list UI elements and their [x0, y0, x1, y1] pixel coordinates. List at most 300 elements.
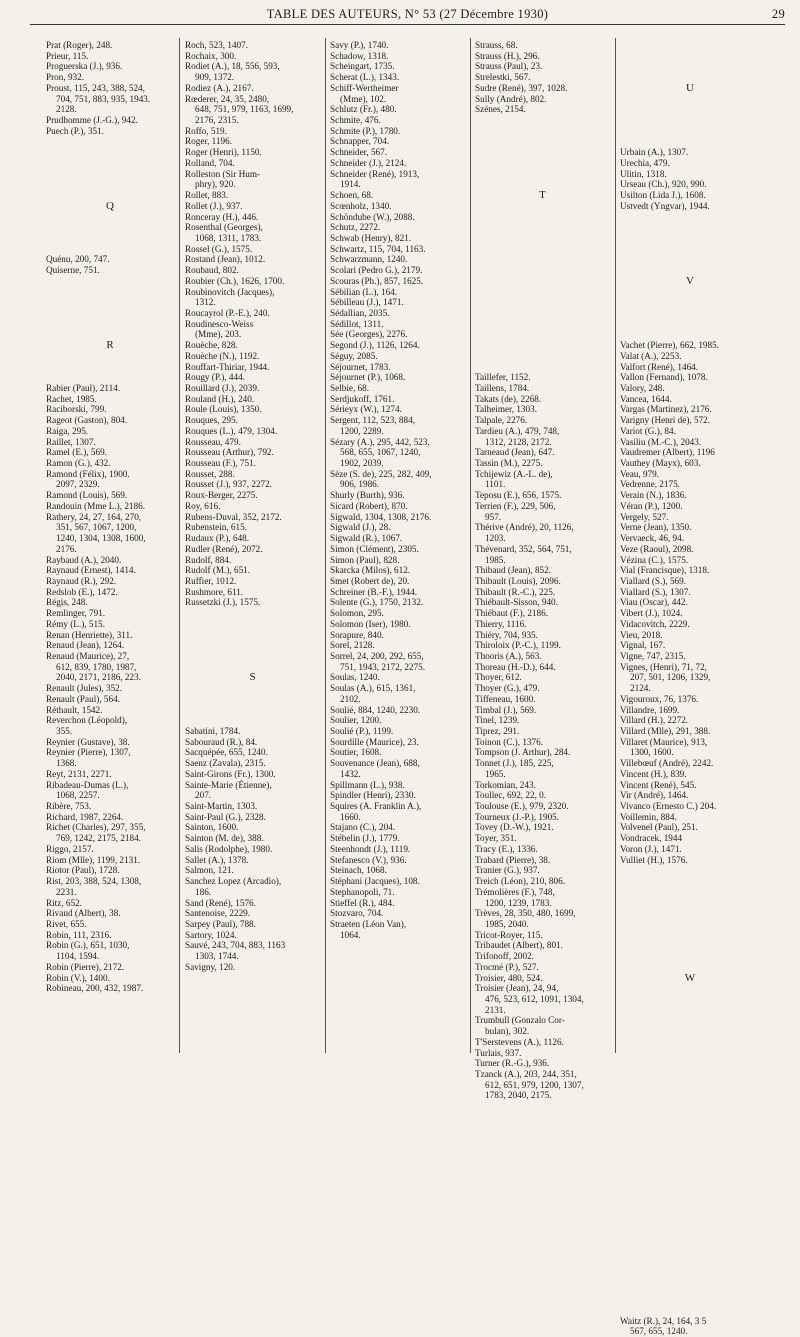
index-entry: Soulier, 1200. [330, 715, 382, 726]
blank-line [185, 705, 320, 716]
blank-line [620, 1101, 760, 1112]
index-entry: Strauss (Paul), 23. [475, 61, 543, 72]
index-entry: Robin (G.), 651, 1030, [46, 940, 130, 951]
blank-line [46, 287, 174, 298]
index-entry: Tchijewiz (A.-L. de), [475, 468, 553, 479]
index-entry: Sèze (S. de), 225, 282, 409, [330, 468, 432, 479]
index-entry-continuation: 355. [56, 726, 73, 736]
blank-line [620, 222, 760, 233]
index-entry: Thibaud (Jean), 852. [475, 565, 552, 576]
index-entry: Roudinesco-Weiss [185, 318, 254, 329]
index-entry: Sigwald (J.), 28. [330, 522, 391, 533]
index-entry: Pron, 932. [46, 72, 85, 83]
index-entry: Vachet (Pierre), 662, 1985. [620, 340, 719, 351]
index-entry: Steenhondt (J.), 1119. [330, 843, 411, 854]
index-entry: Roux-Berger, 2275. [185, 490, 258, 501]
index-entry: Rushmore, 611. [185, 586, 244, 597]
index-entry-continuation: 2124. [630, 683, 651, 694]
blank-line [620, 1305, 760, 1316]
index-entry-continuation: 1432. [340, 768, 361, 779]
index-entry: Thierry, 1116. [475, 618, 527, 629]
index-entry-continuation: 1783, 2040, 2175. [485, 1090, 552, 1101]
blank-line [620, 1069, 760, 1080]
index-entry: Takats (de), 2268. [475, 393, 542, 404]
index-entry: Straeten (Léon Van), [330, 918, 407, 929]
index-entry: Rougy (P.), 444. [185, 372, 245, 383]
index-entry: Rochaix, 300. [185, 50, 237, 61]
index-entry: Rouffart-Thiriar, 1944. [185, 361, 270, 372]
blank-line [46, 158, 174, 169]
index-entry: Randouin (Mme L.), 2186. [46, 500, 146, 511]
index-entry-continuation: 1064. [340, 929, 361, 940]
index-entry: Rivaud (Albert), 38. [46, 908, 121, 919]
index-entry: Verain (N.), 1836. [620, 490, 687, 501]
blank-line [46, 351, 174, 362]
index-entry: Prat (Roger), 248. [46, 40, 113, 50]
index-entry: Sédallian, 2035. [330, 307, 390, 318]
index-entry: Rabier (Paul), 2114. [46, 383, 121, 393]
index-entry-continuation: 1200, 2289. [340, 425, 384, 436]
index-entry: Roffo, 519. [185, 125, 227, 136]
index-entry: Soulas, 1240. [330, 672, 380, 683]
index-entry: Schutz, 2272. [330, 222, 381, 233]
blank-line [620, 876, 760, 887]
index-column-2 [185, 40, 320, 1080]
index-entry: Rollet, 883. [185, 190, 229, 201]
index-entry: Sainton (M. de), 388. [185, 833, 264, 844]
blank-line [620, 1294, 760, 1305]
index-entry: Villandre, 1699. [620, 704, 680, 715]
blank-line [620, 212, 760, 223]
index-entry: Ruffier, 1012. [185, 575, 237, 586]
blank-line [185, 694, 320, 705]
index-entry: Thiébault-Sisson, 940. [475, 597, 558, 608]
index-entry: Renault (Paul), 564. [46, 693, 120, 704]
index-entry-continuation: (Mme), 102. [340, 93, 387, 104]
index-entry: Scouras (Ph.), 857, 1625. [330, 275, 424, 286]
index-entry: Viallard (S.), 569. [620, 575, 687, 586]
blank-line [620, 1026, 760, 1037]
index-entry: Ramond (Louis), 569. [46, 490, 128, 501]
blank-line [185, 651, 320, 662]
index-entry: Rubens-Duval, 352, 2172. [185, 511, 282, 522]
index-entry: Séguy, 2085. [330, 350, 378, 361]
blank-line [620, 1251, 760, 1262]
blank-line [620, 1262, 760, 1273]
index-entry: Rousseau (F.), 751. [185, 458, 256, 469]
index-entry: Sully (André), 802. [475, 93, 547, 104]
blank-line [46, 244, 174, 255]
index-entry-continuation: 612, 839, 1780, 1987, [56, 661, 137, 672]
index-entry: Ribadeau-Dumas (L.), [46, 779, 129, 790]
index-entry: Schlutz (Fr.), 480. [330, 104, 397, 115]
blank-line [620, 40, 760, 51]
index-entry: Sabouraud (R.), 84. [185, 736, 258, 747]
index-entry: Saint-Martin, 1303. [185, 801, 258, 812]
blank-line [620, 1015, 760, 1026]
index-entry: Solente (G.), 1750, 2132. [330, 597, 424, 608]
index-entry: Scœnholz, 1340. [330, 200, 392, 211]
index-entry: Quiserne, 751. [46, 265, 100, 276]
blank-line [620, 319, 760, 330]
index-entry: Strauss, 68. [475, 40, 518, 50]
index-entry: Thoreau (H.-D.), 644. [475, 661, 556, 672]
index-entry: Schnapper, 704. [330, 136, 390, 147]
blank-line [475, 319, 610, 330]
index-entry: Rivet, 655. [46, 918, 87, 929]
index-entry-continuation: 2176, 2315. [195, 115, 239, 126]
index-entry-continuation: 1368. [56, 758, 77, 769]
index-entry: Sée (Georges), 2276. [330, 329, 408, 340]
blank-line [620, 297, 760, 308]
blank-line [620, 233, 760, 244]
index-entry: Renaud (Jean), 1264. [46, 640, 125, 651]
index-entry: Schneider (René), 1913, [330, 168, 420, 179]
index-entry: Schneider (J.), 2124. [330, 157, 407, 168]
index-entry: Riom (Mlle), 1199, 2131. [46, 854, 141, 865]
index-entry: Vial (Francisque), 1318. [620, 565, 710, 576]
index-entry: Robineau, 200, 432, 1987. [46, 983, 144, 994]
blank-line [620, 244, 760, 255]
blank-line [46, 147, 174, 158]
index-entry: Segond (J.), 1126, 1264. [330, 340, 420, 351]
index-entry: Trèves, 28, 350, 480, 1699, [475, 908, 576, 919]
index-entry: Rudolf, 884. [185, 554, 232, 565]
page-header [30, 4, 785, 25]
index-entry: Tiffeneau, 1600. [475, 693, 536, 704]
blank-line [620, 951, 760, 962]
index-entry: Urechia, 479. [620, 157, 670, 168]
blank-line [46, 169, 174, 180]
index-entry: Vedrenne, 2175. [620, 479, 680, 490]
index-entry: Spillmann (L.), 938. [330, 779, 405, 790]
index-entry: Thiroloix (P.-C.), 1199. [475, 640, 561, 651]
section-letter: U [686, 81, 694, 94]
index-entry: T'Serstevens (A.), 1126. [475, 1036, 564, 1047]
index-entry: Tzanck (A.), 203, 244, 351, [475, 1069, 577, 1079]
blank-line [475, 233, 610, 244]
index-entry-continuation: 1985. [485, 554, 506, 565]
index-entry: Richard, 1987, 2264. [46, 811, 124, 822]
index-entry: Scherat (L.), 1343. [330, 72, 400, 83]
blank-line [185, 715, 320, 726]
index-column-3 [330, 40, 465, 1080]
index-entry: Vervaeck, 46, 94. [620, 533, 685, 544]
index-entry-continuation: 1104, 1594. [56, 951, 100, 962]
index-entry: Vir (André), 1464. [620, 790, 689, 801]
index-entry: Rist, 203, 388, 524, 1308, [46, 876, 142, 887]
index-entry: Régis, 248. [46, 597, 88, 608]
index-entry: Rossel (G.), 1575. [185, 243, 253, 254]
blank-line [46, 233, 174, 244]
column-rule [470, 38, 471, 1053]
index-entry: Soulié (P.), 1199. [330, 726, 394, 736]
index-entry: Scolari (Pedro G.), 2179. [330, 265, 423, 276]
index-entry: Villaret (Maurice), 913, [620, 736, 708, 747]
blank-line [620, 962, 760, 973]
index-entry: Verne (Jean), 1350. [620, 522, 692, 533]
index-entry: Vergely, 527. [620, 511, 669, 522]
index-entry: Redslob (E.), 1472. [46, 586, 118, 597]
index-entry: Voron (J.), 1471. [620, 843, 682, 854]
index-entry-continuation: (Mme), 203. [195, 329, 242, 340]
index-entry: Rachet, 1985. [46, 393, 97, 404]
index-entry: Rollet (J.), 937. [185, 200, 243, 211]
index-entry: Talpale, 2276. [475, 415, 528, 426]
section-letter: V [686, 274, 694, 287]
index-entry: Szénes, 2154. [475, 104, 526, 115]
index-entry-continuation: 1660. [340, 811, 361, 822]
index-entry: Ribère, 753. [46, 801, 92, 812]
index-entry: Terrien (F.), 229, 506, [475, 500, 556, 511]
index-entry-continuation: 1068, 1311, 1783. [195, 232, 262, 243]
index-entry: Rouèche, 828. [185, 340, 238, 351]
blank-line [475, 254, 610, 265]
index-entry: Saenz (Zavala), 2315. [185, 758, 266, 769]
index-entry: Vancea, 1644. [620, 393, 672, 404]
index-entry: Viallard (S.), 1307. [620, 586, 691, 597]
index-entry: Solomon, 295. [330, 608, 384, 619]
blank-line [620, 126, 760, 137]
blank-line [475, 265, 610, 276]
index-entry: Tardieu (A.), 479, 748, [475, 425, 560, 436]
index-entry: Stébelin (J.), 1779. [330, 833, 400, 844]
blank-line [46, 179, 174, 190]
index-entry-continuation: 2040, 2171, 2186, 223. [56, 672, 141, 683]
index-entry-continuation: 612, 651, 979, 1200, 1307, [485, 1079, 584, 1090]
section-letter: S [249, 671, 256, 684]
index-entry: Rousset, 288. [185, 468, 235, 479]
index-entry-continuation: 1203. [485, 533, 506, 544]
blank-line [620, 329, 760, 340]
index-entry: Thibault (R.-C.), 225. [475, 586, 556, 597]
index-entry: Savigny, 120. [185, 961, 236, 972]
index-entry: Robin (V.), 1400. [46, 972, 110, 983]
index-entry: Torkomian, 243. [475, 779, 536, 790]
index-entry: Thooris (A.), 563. [475, 650, 542, 661]
index-entry: Vieu, 2018. [620, 629, 663, 640]
index-entry: Stefanesco (V.), 936. [330, 854, 407, 865]
index-entry: Toulouse (E.), 979, 2320. [475, 801, 569, 812]
blank-line [620, 1273, 760, 1284]
index-entry: Sanchez Lopez (Arcadio), [185, 876, 282, 887]
index-entry: Tricot-Royer, 115. [475, 929, 543, 940]
blank-line [620, 1048, 760, 1059]
blank-line [620, 930, 760, 941]
blank-line [185, 630, 320, 641]
index-entry: Thiéry, 704, 935. [475, 629, 538, 640]
index-entry: Stéphani (Jacques), 108. [330, 876, 420, 887]
index-entry: Rousset (J.), 937, 2272. [185, 479, 273, 490]
blank-line [475, 329, 610, 340]
index-entry: Turner (R.-G.), 936. [475, 1058, 550, 1069]
blank-line [620, 1144, 760, 1155]
index-entry: Sainte-Marie (Étienne), [185, 779, 272, 790]
index-entry: Rathery, 24, 27, 164, 270, [46, 511, 142, 522]
index-entry: Riggo, 2157. [46, 843, 94, 854]
index-entry: Urbain (A.), 1307. [620, 147, 689, 158]
index-entry: Toyer, 351. [475, 833, 517, 844]
index-entry: Roger, 1196. [185, 136, 233, 147]
index-entry: Tranier (G.), 937. [475, 865, 540, 876]
index-entry: Savy (P.), 1740. [330, 40, 389, 50]
index-entry: Séjournet (P.), 1068. [330, 372, 406, 383]
blank-line [620, 1241, 760, 1252]
blank-line [475, 212, 610, 223]
index-entry: Spindler (Henri), 2330. [330, 790, 416, 801]
blank-line [620, 136, 760, 147]
index-entry: Ulitin, 1318. [620, 168, 667, 179]
index-entry: Russetzki (J.), 1575. [185, 597, 261, 608]
blank-line [475, 351, 610, 362]
blank-line [620, 898, 760, 909]
index-entry: Rudolf (M.), 651. [185, 565, 251, 576]
blank-line [620, 1037, 760, 1048]
index-entry: Thibault (Louis), 2096. [475, 575, 561, 586]
index-entry: Ustvedt (Yngvar), 1944. [620, 200, 710, 211]
blank-line [475, 276, 610, 287]
index-entry: Rousseau, 479. [185, 436, 241, 447]
blank-line [620, 1176, 760, 1187]
index-entry: Viau (Oscar), 442. [620, 597, 688, 608]
blank-line [475, 158, 610, 169]
index-column-4 [475, 40, 610, 1101]
blank-line [46, 372, 174, 383]
index-entry: Sauvé, 243, 704, 883, 1163 [185, 940, 286, 951]
index-entry: Renaud (Maurice), 27, [46, 650, 130, 661]
index-entry: Toullec, 692, 22, 0. [475, 790, 547, 801]
index-entry-continuation: 1312, 2128, 2172. [485, 436, 552, 447]
index-entry-continuation: 751, 1943, 2172, 2275. [340, 661, 425, 672]
index-entry: Valfort (René), 1464. [620, 361, 699, 372]
index-entry: Sébilian (L.), 164. [330, 286, 398, 297]
index-entry: Sourdille (Maurice), 23. [330, 736, 419, 747]
blank-line [620, 115, 760, 126]
blank-line [46, 212, 174, 223]
index-entry-continuation: 648, 751, 979, 1163, 1699, [195, 104, 294, 115]
index-entry-continuation: 704, 751, 883, 935, 1943. [56, 93, 151, 104]
index-entry: Richet (Charles), 297, 355, [46, 822, 146, 833]
index-entry: Roubaud, 802. [185, 265, 239, 276]
index-entry: Roy, 616. [185, 500, 221, 511]
index-entry: Vigne, 747, 2315. [620, 650, 686, 661]
index-entry: Variot (G.), 84. [620, 425, 676, 436]
index-entry: Vibert (J.), 1024. [620, 608, 683, 619]
index-entry: Ramel (E.), 569. [46, 447, 107, 458]
index-entry: Valory, 248. [620, 383, 665, 393]
index-entry: Rouillard (J.), 2039. [185, 383, 260, 393]
blank-line [475, 340, 610, 351]
index-entry: Strauss (H.), 296. [475, 50, 540, 61]
index-entry: Stajano (C.), 204. [330, 822, 396, 833]
blank-line [46, 136, 174, 147]
index-entry: Sorrel, 24, 200, 292, 655, [330, 650, 424, 661]
section-letter: W [684, 971, 696, 984]
index-entry-continuation: 1068, 2257. [56, 790, 100, 801]
index-entry: Renan (Henriette), 311. [46, 629, 133, 640]
index-entry: Simon (Clément), 2305. [330, 543, 419, 554]
index-entry: Sigwald, 1304, 1308, 2176. [330, 511, 432, 522]
index-entry: Waitz (R.), 24, 164, 3 5 [620, 1315, 707, 1326]
column-rule [179, 38, 180, 1053]
index-entry: Varigny (Henri de), 572. [620, 415, 711, 426]
index-entry: Raillet, 1307. [46, 436, 96, 447]
blank-line [475, 147, 610, 158]
index-entry: Sigwald (R.), 1067. [330, 533, 403, 544]
index-entry: Treich (Léon), 210, 806. [475, 876, 565, 887]
index-entry-continuation: 568, 655, 1067, 1240, [340, 447, 421, 458]
index-entry: Trifonoff, 2002. [475, 951, 534, 962]
index-entry-continuation: 567, 655, 1240. [630, 1326, 688, 1337]
index-entry: Villard (H.), 2272. [620, 715, 689, 726]
index-entry: Sébilleau (J.), 1471. [330, 297, 404, 308]
index-entry: Stieffel (R.), 484. [330, 897, 395, 908]
blank-line [185, 683, 320, 694]
index-entry: Rodiet (A.), 18, 556, 593, [185, 61, 280, 72]
blank-line [620, 1230, 760, 1241]
index-entry: Proguerska (J.), 936. [46, 61, 123, 72]
index-entry: Vallon (Fernand), 1078. [620, 372, 708, 383]
blank-line [620, 104, 760, 115]
column-rule [615, 38, 616, 1053]
index-entry: Vincent (René), 545. [620, 779, 697, 790]
index-entry: Sartory, 1024. [185, 929, 237, 940]
index-entry: Rouland (H.), 240. [185, 393, 255, 404]
index-entry: Trocmé (P.), 527. [475, 961, 539, 972]
index-entry: Tovey (D.-W.), 1921. [475, 822, 554, 833]
blank-line [620, 308, 760, 319]
index-entry: Smet (Robert de), 20. [330, 575, 410, 586]
blank-line [620, 51, 760, 62]
blank-line [46, 276, 174, 287]
index-entry: Vézina (C.), 1575. [620, 554, 689, 565]
index-entry: Roubier (Ch.), 1626, 1700. [185, 275, 285, 286]
blank-line [46, 362, 174, 373]
index-entry: Schwartz, 115, 704, 1163. [330, 243, 426, 254]
index-entry: Vivanco (Ernesto C.) 204. [620, 801, 717, 812]
index-entry: Rostand (Jean), 1012. [185, 254, 266, 265]
column-rule [325, 38, 326, 1053]
index-entry: Santenoise, 2229. [185, 908, 251, 919]
index-column-5 [620, 40, 760, 1337]
blank-line [185, 619, 320, 630]
index-entry: Tonnet (J.), 185, 225, [475, 758, 554, 769]
index-entry: Valat (A.), 2253. [620, 350, 682, 361]
index-entry: Serdjukoff, 1761. [330, 393, 395, 404]
blank-line [620, 94, 760, 105]
index-entry: Taillefer, 1152. [475, 372, 531, 383]
blank-line [620, 1155, 760, 1166]
index-entry-continuation: 351, 567, 1067, 1200, [56, 522, 137, 533]
index-entry: Schiff-Wertheimer [330, 82, 399, 93]
index-entry: Sorel, 2128. [330, 640, 375, 651]
index-entry: Tassin (M.), 2275. [475, 458, 543, 469]
index-entry: Tarneaud (Jean), 647. [475, 447, 555, 458]
index-column-1 [46, 40, 174, 1080]
index-entry-continuation: 1985, 2040. [485, 918, 529, 929]
index-entry: Trabard (Pierre), 38. [475, 854, 551, 865]
index-entry-continuation: 1300, 1600. [630, 747, 674, 758]
blank-line [620, 1283, 760, 1294]
index-entry: Schwab (Henry), 821. [330, 232, 412, 243]
index-entry: Rosenthal (Georges), [185, 222, 263, 233]
index-entry: Volvenel (Paul), 251. [620, 822, 698, 833]
index-entry: Schmite, 476. [330, 115, 381, 126]
index-entry: Prudhomme (J.-G.), 942. [46, 115, 138, 126]
index-entry: Schadow, 1318. [330, 50, 389, 61]
blank-line [475, 169, 610, 180]
index-entry: Rolland, 704. [185, 157, 235, 168]
